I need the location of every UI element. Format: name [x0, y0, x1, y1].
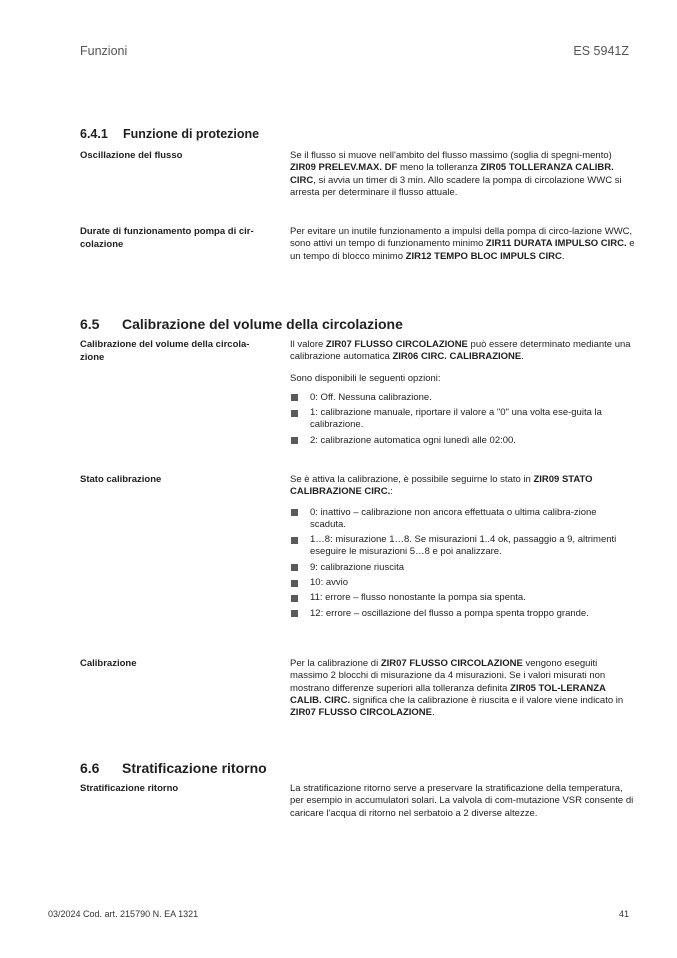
paragraph: Sono disponibili le seguenti opzioni:	[290, 372, 441, 384]
label-stato-calibrazione: Stato calibrazione	[80, 474, 162, 485]
running-header-model: ES 5941Z	[573, 44, 629, 58]
section-6-5-heading	[80, 316, 403, 332]
list-item: 1: calibrazione manuale, riportare il valore a "0" una volta ese-guita la calibrazione.	[290, 407, 635, 432]
parameter-ref: ZIR07 FLUSSO CIRCOLAZIONE	[325, 339, 468, 350]
list-item: 9: calibrazione riuscita	[290, 562, 635, 574]
text-calibrazione-volume	[290, 339, 635, 447]
options-list	[290, 392, 635, 447]
parameter-ref: ZIR07 FLUSSO CIRCOLAZIONE	[380, 658, 523, 669]
paragraph: Se il flusso si muove nell'ambito del flusso massimo (soglia di spegni-mento) ZIR09 PRELEV.MAX. DF meno la tolleranza ZIR05 TOLLERANZA CALIBR. CIRC, si avvia un timer di 3 min. Allo scadere la pompa di circolazione WWC si arresta per determinare il flusso attuale.	[290, 150, 622, 198]
list-item: 10: avvio	[290, 577, 635, 589]
label-calibrazione-volume: Calibrazione del volume della circola-zione	[80, 339, 250, 363]
parameter-ref: ZIR12 TEMPO BLOC IMPULS CIRC	[405, 250, 562, 262]
section-6-6-heading	[80, 760, 267, 776]
section-title: Funzione di protezione	[123, 127, 260, 141]
bullet-square-icon	[291, 537, 298, 544]
parameter-ref: ZIR05 TOL-LERANZA CALIB. CIRC.	[290, 682, 606, 706]
text-oscillazione-flusso	[290, 150, 635, 199]
bullet-square-icon	[291, 564, 298, 571]
text-durate-funzionamento	[290, 226, 635, 263]
bullet-square-icon	[291, 410, 298, 417]
section-title: Stratificazione ritorno	[122, 760, 267, 776]
paragraph: La stratificazione ritorno serve a preservare la stratificazione della temperatura, per esempio in accumulatori solari. La valvola di com-mutazione VSR consente di caricare l'acqua di ritorno nel serbatoio a 2 diverse altezze.	[290, 783, 634, 819]
list-item: 0: Off. Nessuna calibrazione.	[290, 392, 635, 404]
label-calibrazione: Calibrazione	[80, 658, 137, 669]
bullet-square-icon	[291, 509, 298, 516]
list-item: 2: calibrazione automatica ogni lunedì alle 02:00.	[290, 435, 635, 447]
paragraph: Il valore ZIR07 FLUSSO CIRCOLAZIONE può essere determinato mediante una calibrazione automatica ZIR06 CIRC. CALIBRAZIONE.	[290, 339, 631, 363]
paragraph: Se è attiva la calibrazione, è possibile seguirne lo stato in ZIR09 STATO CALIBRAZIONE CIRC.:	[290, 474, 593, 498]
parameter-ref: ZIR05 TOLLERANZA CALIBR. CIRC	[290, 162, 614, 186]
text-stato-calibrazione	[290, 474, 635, 620]
list-item: 11: errore – flusso nonostante la pompa sia spenta.	[290, 592, 635, 604]
parameter-ref: ZIR07 FLUSSO CIRCOLAZIONE	[290, 707, 432, 719]
label-durate-funzionamento: Durate di funzionamento pompa di cir-colazione	[80, 226, 254, 250]
parameter-ref: ZIR09 STATO CALIBRAZIONE CIRC.	[290, 474, 593, 498]
running-header-section: Funzioni	[80, 44, 128, 58]
label-oscillazione-flusso: Oscillazione del flusso	[80, 150, 183, 161]
page-number: 41	[618, 909, 629, 919]
paragraph: Per evitare un inutile funzionamento a impulsi della pompa di circo-lazione WWC, sono attivi un tempo di funzionamento minimo ZIR11 DURATA IMPULSO CIRC. e un tempo di blocco minimo ZIR12 TEMPO BLOC IMPULS CIRC.	[290, 226, 635, 262]
label-stratificazione-ritorno: Stratificazione ritorno	[80, 783, 179, 794]
parameter-ref: ZIR11 DURATA IMPULSO CIRC.	[485, 238, 627, 250]
parameter-ref: ZIR06 CIRC. CALIBRAZIONE	[392, 351, 522, 363]
bullet-square-icon	[291, 437, 298, 444]
footer-document-code: 03/2024 Cod. art. 215790 N. EA 1321	[48, 909, 199, 919]
section-title: Calibrazione del volume della circolazione	[122, 316, 403, 332]
paragraph: Per la calibrazione di ZIR07 FLUSSO CIRCOLAZIONE vengono eseguiti massimo 2 blocchi di misurazione da 4 misurazioni. Se i valori misurati non mostrano differenze superiori alla tolleranza definita ZIR05 TOL-LERANZA CALIB. CIRC. significa che la calibrazione è riuscita e il valore viene indicato in ZIR07 FLUSSO CIRCOLAZIONE.	[290, 658, 624, 719]
section-6-4-1-heading	[80, 127, 259, 141]
bullet-square-icon	[291, 610, 298, 617]
section-number: 6.4.1	[80, 127, 108, 141]
text-calibrazione	[290, 658, 635, 719]
bullet-square-icon	[291, 595, 298, 602]
section-number: 6.6	[80, 760, 100, 776]
list-item: 0: inattivo – calibrazione non ancora effettuata o ultima calibra-zione scaduta.	[290, 507, 635, 532]
status-list	[290, 507, 635, 620]
list-item: 12: errore – oscillazione del flusso a pompa spenta troppo grande.	[290, 608, 635, 620]
bullet-square-icon	[291, 580, 298, 587]
parameter-ref: ZIR09 PRELEV.MAX. DF	[290, 162, 398, 174]
text-stratificazione-ritorno	[290, 783, 635, 820]
section-number: 6.5	[80, 316, 100, 332]
list-item: 1…8: misurazione 1…8. Se misurazioni 1..4 ok, passaggio a 9, altrimenti eseguire le misurazioni 5…8 e poi analizzare.	[290, 534, 635, 559]
bullet-square-icon	[291, 394, 298, 401]
